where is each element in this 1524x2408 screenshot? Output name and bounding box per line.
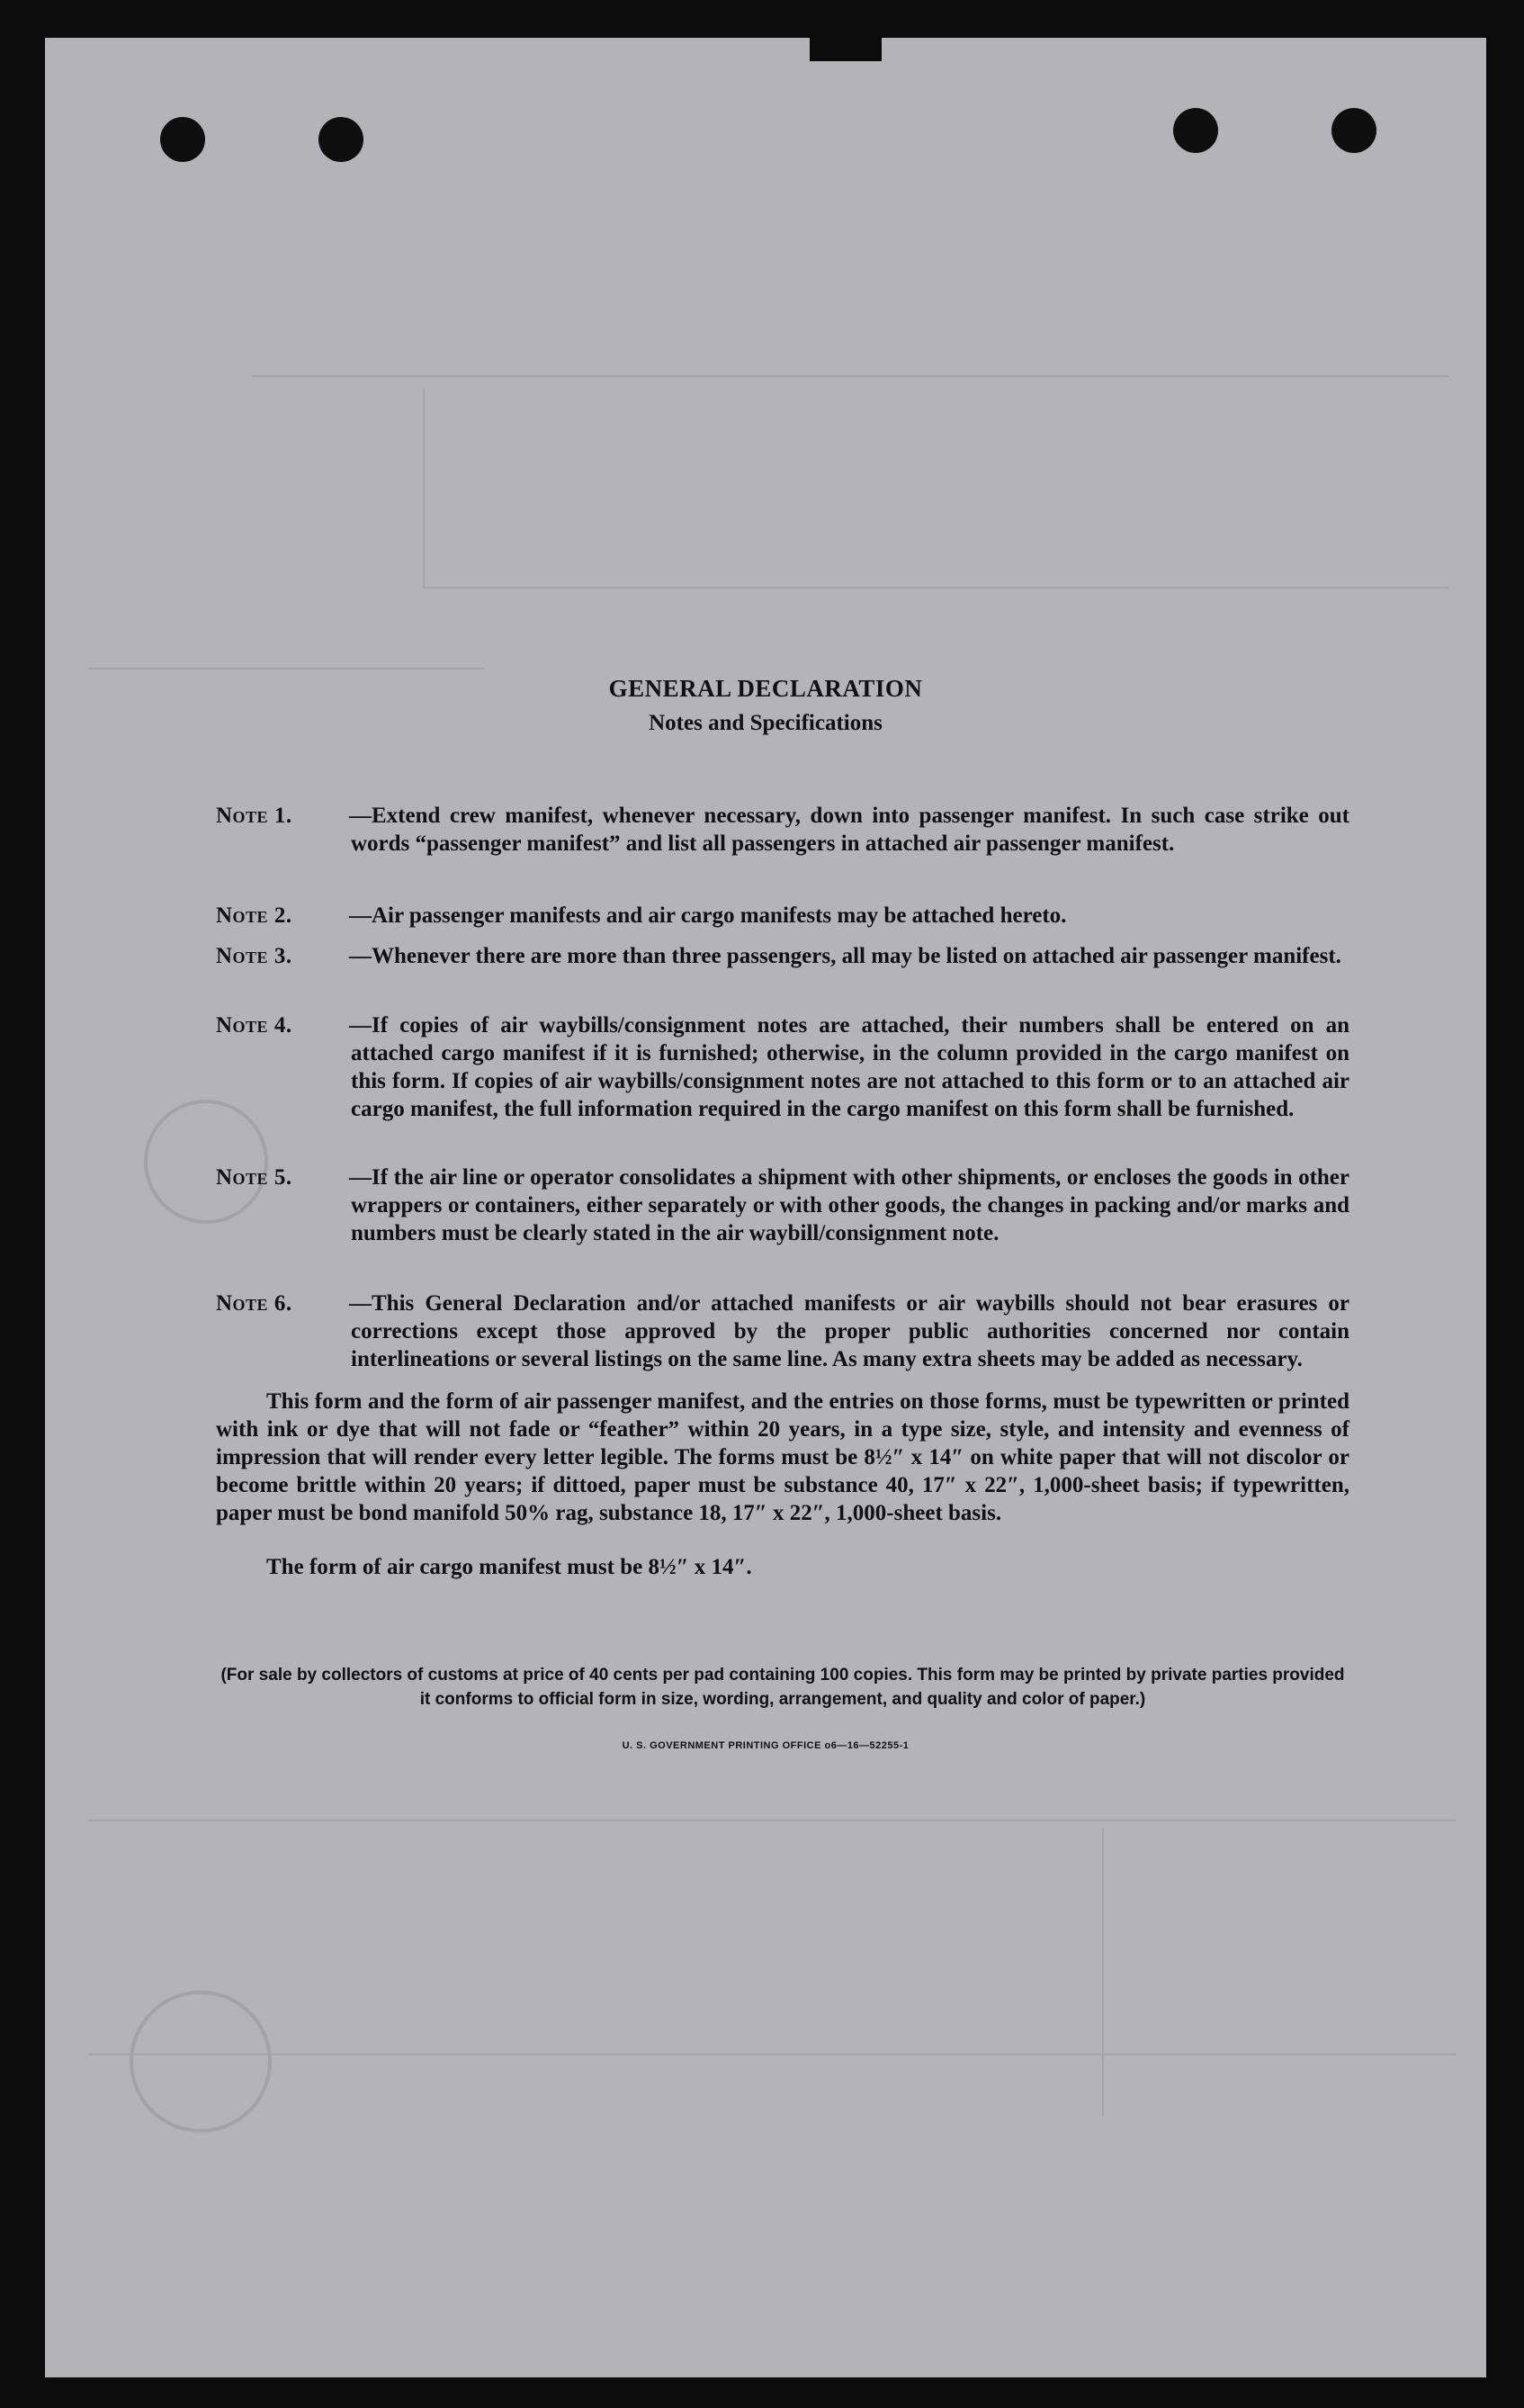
page-subtitle: Notes and Specifications (649, 711, 883, 735)
note-5 (216, 1164, 1349, 1247)
form-specification-paragraph: This form and the form of air passenger manifest, and the entries on those forms, must be typewritten or printed with ink or dye that will not fade or “feather” within 20 years, in a type size, style, and intensity and evenness of impression that will render every letter legible. The forms must be 8½″ x 14″ on white paper that will not discolor or become brittle within 20 years; if dittoed, paper must be substance 40, 17″ x 22″, 1,000-sheet basis; if typewritten, paper must be bond manifold 50% rag, substance 18, 17″ x 22″, 1,000-sheet basis. (216, 1389, 1349, 1525)
note-text: —If the air line or operator consolidates a shipment with other shipments, or encloses the goods in other wrappers or containers, either separately or with other goods, the changes in packing and/or marks and numbers must be clearly stated in the air waybill/consignment note. (349, 1165, 1349, 1245)
note-label: Note 6. (216, 1291, 292, 1316)
note-1 (216, 802, 1349, 858)
document-content (45, 38, 1486, 2377)
note-text: —If copies of air waybills/consignment notes are attached, their numbers shall be entered on an attached cargo manifest if it is furnished; otherwise, in the column provided in the cargo manifest on this form. If copies of air waybills/consignment notes are not attached to this form or to an attached air cargo manifest, the full information required in the cargo manifest on this form shall be furnished. (349, 1013, 1349, 1121)
printing-office-imprint: U. S. GOVERNMENT PRINTING OFFICE o6—16—52255-1 (622, 1740, 910, 1751)
note-label: Note 1. (216, 804, 292, 828)
sale-notice: (For sale by collectors of customs at price of 40 cents per pad containing 100 copies. This form may be printed by private parties provided it conforms to official form in size, wording, arrangement, and quality and color of paper.) (220, 1666, 1345, 1709)
note-3 (216, 942, 1349, 970)
note-4 (216, 1011, 1349, 1123)
note-6 (216, 1289, 1349, 1373)
document-sheet (45, 38, 1486, 2377)
note-label: Note 4. (216, 1013, 292, 1038)
note-2 (216, 902, 1349, 930)
page-title: GENERAL DECLARATION (608, 675, 923, 702)
note-text: —Air passenger manifests and air cargo manifests may be attached hereto. (349, 903, 1067, 928)
note-label: Note 2. (216, 903, 292, 928)
cargo-manifest-size-note: The form of air cargo manifest must be 8½″ x 14″. (266, 1555, 752, 1579)
note-text: —Whenever there are more than three passengers, all may be listed on attached air passenger manifest. (349, 944, 1341, 968)
note-text: —This General Declaration and/or attached manifests or air waybills should not bear erasures or corrections except those approved by the proper public authorities concerned nor contain interlineations or several listings on the same line. As many extra sheets may be added as necessary. (349, 1291, 1349, 1371)
note-label: Note 3. (216, 944, 292, 968)
note-text: —Extend crew manifest, whenever necessary, down into passenger manifest. In such case strike out words “passenger manifest” and list all passengers in attached air passenger manifest. (349, 804, 1349, 856)
note-label: Note 5. (216, 1165, 292, 1190)
